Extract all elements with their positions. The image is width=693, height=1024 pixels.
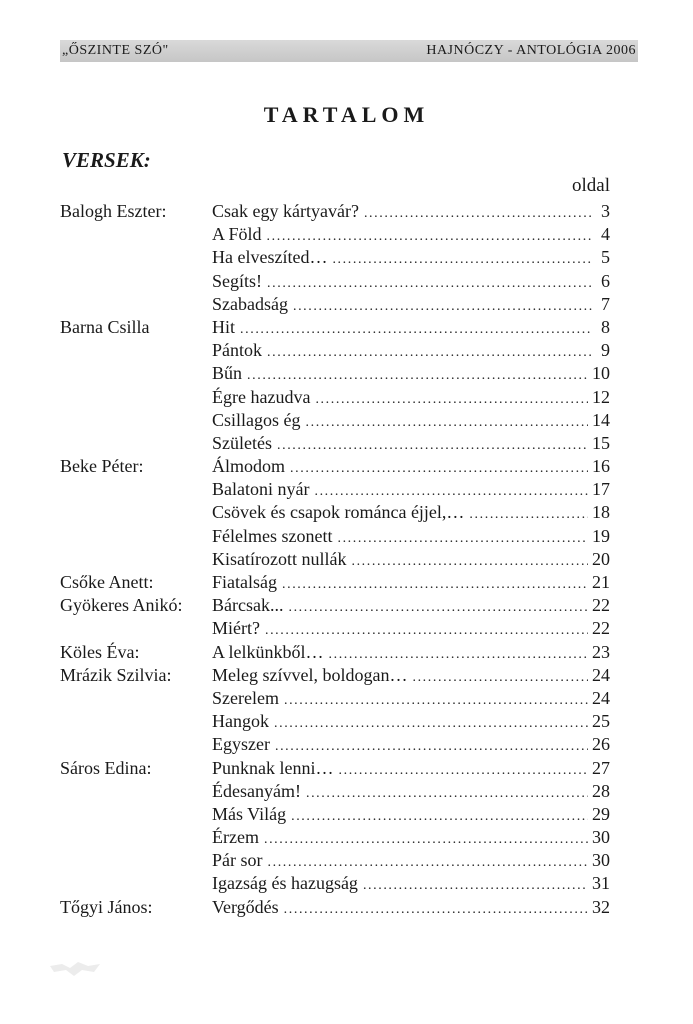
toc-entry [212, 849, 610, 872]
dot-leader [240, 318, 592, 338]
toc-row [60, 432, 610, 455]
toc-page-number: 3 [601, 201, 610, 221]
toc-entry [212, 200, 610, 223]
toc-entry [212, 710, 610, 733]
toc-title: Miért? [212, 618, 260, 639]
toc-page-number: 32 [592, 896, 610, 917]
dot-leader [284, 898, 588, 918]
toc-entry [212, 594, 610, 617]
toc-author: Barna Csilla [60, 316, 150, 337]
toc-entry [212, 501, 610, 524]
toc-page-number: 22 [592, 595, 610, 616]
dot-leader [332, 248, 592, 268]
toc-page-number: 29 [592, 803, 610, 824]
dot-leader [268, 851, 589, 871]
toc-row [60, 896, 610, 919]
toc-row [60, 710, 610, 733]
toc-title: Égre hazudva [212, 386, 311, 407]
toc-entry [212, 432, 610, 455]
toc-row [60, 733, 610, 756]
toc-page-number: 24 [592, 687, 610, 708]
toc-title: A Föld [212, 224, 262, 245]
toc-entry [212, 641, 610, 664]
toc-row [60, 849, 610, 872]
dot-leader [363, 874, 588, 894]
toc-title: Balatoni nyár [212, 479, 310, 500]
toc-page-number: 9 [601, 340, 610, 361]
toc-page-number: 6 [601, 270, 610, 291]
table-of-contents [60, 200, 610, 919]
toc-page-number: 25 [592, 711, 610, 732]
toc-row [60, 872, 610, 895]
toc-title: Igazság és hazugság [212, 873, 358, 894]
toc-title: Más Világ [212, 803, 287, 824]
dot-leader [412, 666, 588, 686]
toc-page-number: 31 [592, 873, 610, 894]
toc-row [60, 316, 610, 339]
toc-title: Csak egy kártyavár? [212, 201, 359, 221]
toc-page-number: 20 [592, 548, 610, 569]
page-column-label: oldal [572, 175, 610, 196]
toc-row [60, 246, 610, 269]
toc-row [60, 594, 610, 617]
toc-entry [212, 339, 610, 362]
toc-title: Hangok [212, 711, 269, 732]
toc-entry [212, 525, 610, 548]
toc-row [60, 501, 610, 524]
dot-leader [288, 596, 588, 616]
toc-author: Csőke Anett: [60, 572, 154, 592]
toc-entry [212, 386, 610, 409]
dot-leader [314, 480, 588, 500]
toc-author: Balogh Eszter: [60, 201, 167, 221]
toc-page-number: 17 [592, 479, 610, 500]
toc-entry [212, 617, 610, 640]
toc-title: Pántok [212, 340, 263, 361]
toc-title: Segíts! [212, 270, 263, 291]
publisher-mark-icon [48, 958, 106, 978]
dot-leader [265, 619, 588, 639]
toc-row [60, 455, 610, 478]
dot-leader [264, 828, 588, 848]
toc-page-number: 30 [592, 827, 610, 848]
toc-title: Álmodom [212, 456, 286, 477]
toc-author: Gyökeres Anikó: [60, 595, 183, 616]
toc-title: Csillagos ég [212, 409, 301, 430]
toc-page-number: 10 [592, 363, 610, 384]
toc-entry [212, 803, 610, 826]
toc-page-number: 21 [592, 572, 610, 592]
running-header [60, 40, 638, 62]
toc-author: Sáros Edina: [60, 757, 152, 778]
toc-title: Csövek és csapok románca éjjel,… [212, 502, 465, 523]
toc-title: Pár sor [212, 850, 263, 871]
dot-leader [282, 573, 588, 593]
dot-leader [247, 364, 588, 384]
toc-author: Tőgyi János: [60, 896, 153, 917]
toc-entry [212, 223, 610, 246]
toc-page-number: 24 [592, 664, 610, 685]
toc-page-number: 8 [601, 316, 610, 337]
toc-title: Egyszer [212, 734, 270, 755]
toc-entry [212, 872, 610, 895]
header-right: HAJNÓCZY - ANTOLÓGIA 2006 [426, 43, 636, 58]
toc-row [60, 687, 610, 710]
toc-row [60, 664, 610, 687]
dot-leader [329, 643, 589, 663]
toc-entry [212, 780, 610, 803]
toc-page-number: 4 [601, 224, 610, 245]
toc-row [60, 826, 610, 849]
toc-page-number: 18 [592, 502, 610, 523]
toc-entry [212, 455, 610, 478]
toc-page-number: 5 [601, 247, 610, 268]
dot-leader [351, 550, 588, 570]
toc-title: Fiatalság [212, 572, 277, 592]
dot-leader [337, 527, 588, 547]
toc-row [60, 548, 610, 571]
dot-leader [275, 735, 588, 755]
toc-page-number: 14 [592, 409, 610, 430]
toc-row [60, 617, 610, 640]
toc-title: Érzem [212, 827, 259, 848]
toc-row [60, 409, 610, 432]
toc-row [60, 803, 610, 826]
toc-page-number: 16 [592, 456, 610, 477]
toc-row [60, 757, 610, 780]
toc-entry [212, 733, 610, 756]
toc-row [60, 525, 610, 548]
toc-entry [212, 362, 610, 385]
toc-page-number: 19 [592, 525, 610, 546]
dot-leader [284, 689, 588, 709]
toc-entry [212, 826, 610, 849]
toc-row [60, 270, 610, 293]
toc-page-number: 22 [592, 618, 610, 639]
dot-leader [274, 712, 588, 732]
toc-title: Vergődés [212, 896, 279, 917]
dot-leader [293, 295, 592, 315]
toc-author: Beke Péter: [60, 456, 144, 477]
toc-entry [212, 270, 610, 293]
dot-leader [315, 388, 588, 408]
dot-leader [291, 805, 588, 825]
toc-entry [212, 316, 610, 339]
dot-leader [267, 225, 592, 245]
dot-leader [267, 272, 592, 292]
toc-row [60, 780, 610, 803]
toc-row [60, 223, 610, 246]
page-title: TARTALOM [263, 102, 430, 127]
toc-title: Bűn [212, 363, 243, 384]
dot-leader [290, 457, 588, 477]
toc-title: Punknak lenni… [212, 757, 334, 778]
toc-page-number: 27 [592, 757, 610, 778]
toc-entry [212, 409, 610, 432]
dot-leader [339, 759, 589, 779]
toc-row [60, 641, 610, 664]
toc-title: Bárcsak... [212, 595, 284, 616]
toc-page-number: 28 [592, 780, 610, 801]
dot-leader [469, 503, 588, 523]
toc-title: A lelkünkből… [212, 641, 324, 662]
dot-leader [306, 411, 589, 431]
toc-page-number: 12 [592, 386, 610, 407]
toc-page-number: 26 [592, 734, 610, 755]
toc-row [60, 571, 610, 594]
toc-entry [212, 293, 610, 316]
toc-entry [212, 246, 610, 269]
toc-entry [212, 757, 610, 780]
toc-title: Kisatírozott nullák [212, 548, 347, 569]
header-left: „ŐSZINTE SZÓ" [62, 43, 169, 58]
toc-entry [212, 548, 610, 571]
section-heading: VERSEK: [62, 148, 151, 172]
toc-title: Szabadság [212, 293, 288, 314]
toc-row [60, 200, 610, 223]
toc-row [60, 478, 610, 501]
toc-title: Ha elveszíted… [212, 247, 328, 268]
toc-author: Köles Éva: [60, 641, 140, 662]
toc-title: Hit [212, 316, 236, 337]
toc-title: Meleg szívvel, boldogan… [212, 664, 408, 685]
toc-entry [212, 478, 610, 501]
toc-row [60, 386, 610, 409]
toc-page-number: 30 [592, 850, 610, 871]
toc-entry [212, 571, 610, 594]
toc-row [60, 339, 610, 362]
dot-leader [267, 341, 592, 361]
toc-title: Félelmes szonett [212, 525, 333, 546]
toc-author: Mrázik Szilvia: [60, 664, 172, 685]
dot-leader [364, 202, 592, 222]
toc-row [60, 293, 610, 316]
toc-page-number: 15 [592, 432, 610, 453]
toc-page-number: 7 [601, 293, 610, 314]
dot-leader [277, 434, 588, 454]
toc-row [60, 362, 610, 385]
toc-page-number: 23 [592, 641, 610, 662]
toc-title: Születés [212, 432, 272, 453]
toc-title: Szerelem [212, 687, 279, 708]
toc-entry [212, 687, 610, 710]
toc-entry [212, 664, 610, 687]
dot-leader [306, 782, 588, 802]
toc-title: Édesanyám! [212, 780, 301, 801]
toc-entry [212, 896, 610, 919]
